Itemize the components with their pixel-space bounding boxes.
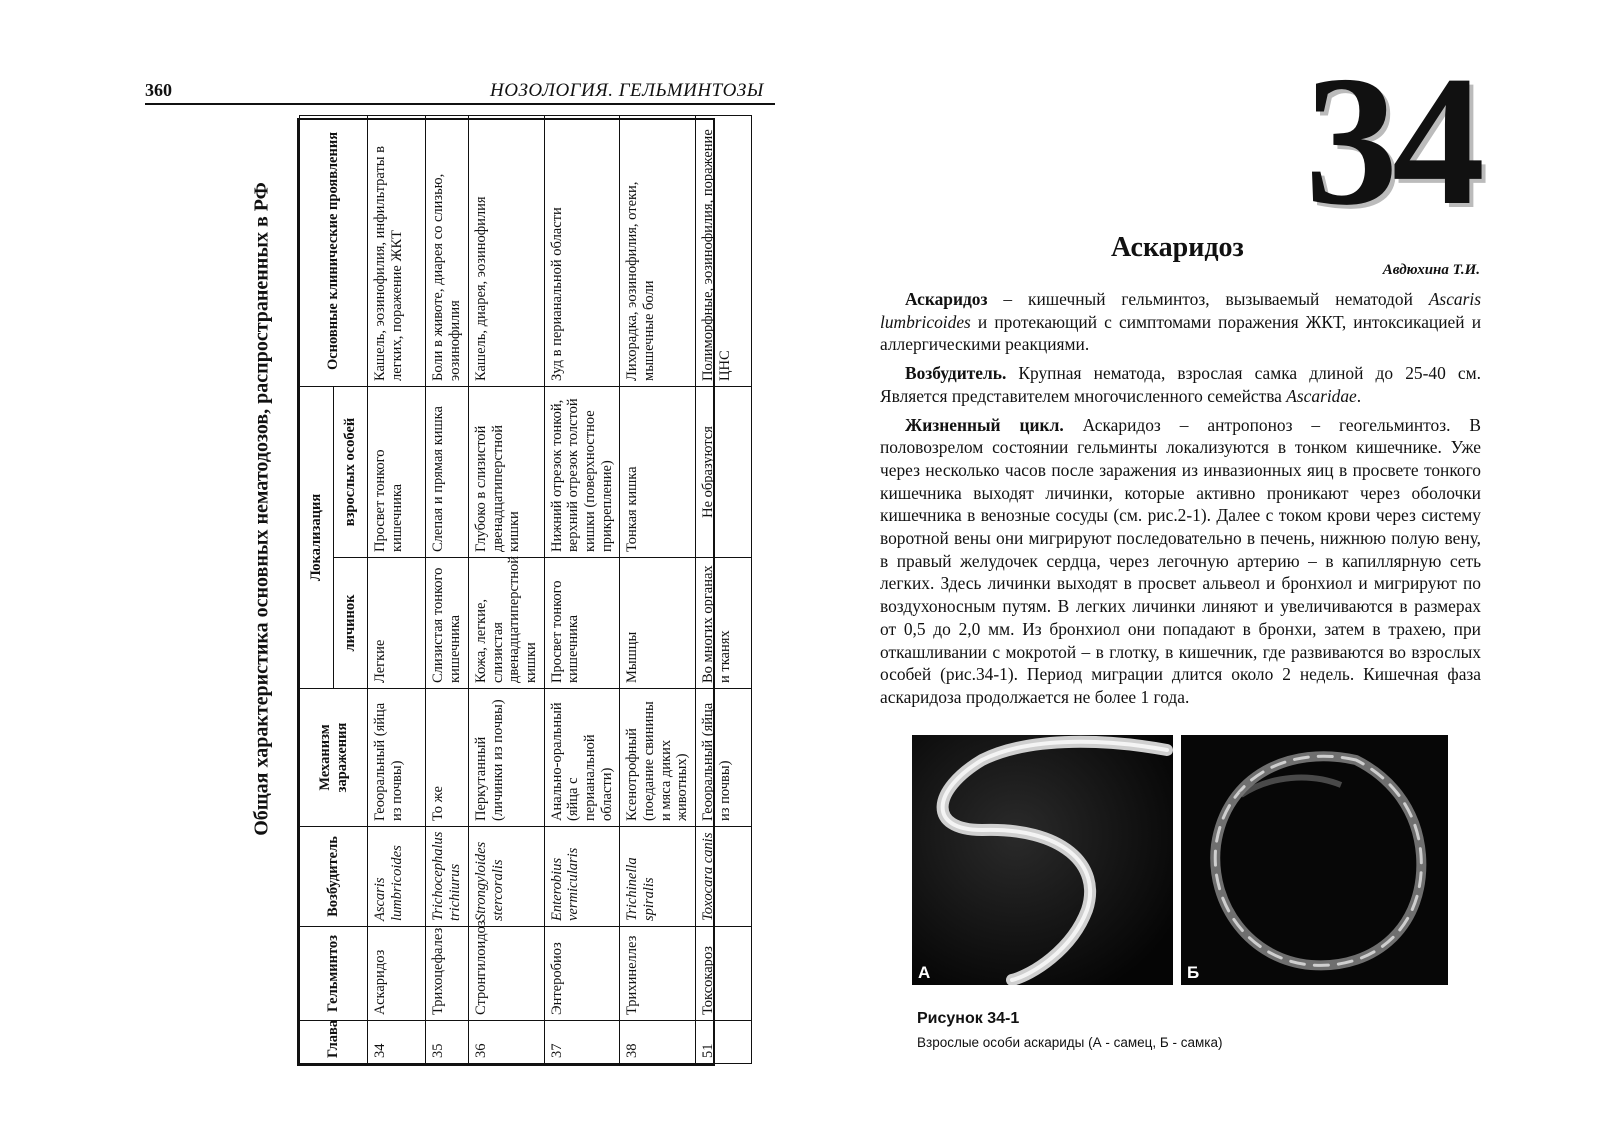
pathogen-text-end: . bbox=[1356, 385, 1362, 406]
table-row bbox=[469, 115, 545, 1063]
nematodes-table bbox=[297, 118, 733, 1066]
figure-caption: Взрослые особи аскариды (А - самец, Б - самка) bbox=[917, 1035, 1223, 1050]
cell-clinical: Лихорадка, эозинофилия, отеки, мышечные боли bbox=[620, 115, 696, 386]
table-row bbox=[368, 115, 426, 1063]
chapter-number: 34 bbox=[1305, 38, 1479, 244]
cell-larvae: Слизистая тонкого кишечника bbox=[426, 558, 469, 689]
cell-adults: Слепая и прямая кишка bbox=[426, 386, 469, 557]
cell-adults: Просвет тонкого кишечника bbox=[368, 386, 426, 557]
nematodes-table-wrapper bbox=[297, 118, 733, 1066]
pathogen-latin: Trichinella spiralis bbox=[624, 857, 658, 921]
cell-clinical: Зуд в перианальной области bbox=[544, 115, 620, 386]
header-chapter: Глава bbox=[300, 1021, 368, 1064]
cell-larvae: Легкие bbox=[368, 558, 426, 689]
figure-label-a: А bbox=[918, 963, 931, 982]
cell-larvae: Мышцы bbox=[620, 558, 696, 689]
table-row bbox=[426, 115, 469, 1063]
cell-pathogen bbox=[426, 827, 469, 927]
cell-helminthosis: Трихинеллез bbox=[620, 927, 696, 1021]
cell-clinical: Полиморфные, эозинофилия, поражение ЦНС bbox=[696, 115, 752, 386]
cell-clinical: Кашель, диарея, эозинофилия bbox=[469, 115, 545, 386]
cell-mechanism: Геооральный (яйца из почвы) bbox=[368, 689, 426, 827]
article-title: Аскаридоз bbox=[1111, 232, 1244, 263]
pathogen-latin-family: Ascaridae bbox=[1286, 385, 1357, 406]
cell-chapter: 38 bbox=[620, 1021, 696, 1064]
header-larvae: личинок bbox=[334, 558, 368, 689]
header-localization: Локализация bbox=[300, 386, 334, 688]
cell-helminthosis: Аскаридоз bbox=[368, 927, 426, 1021]
cell-clinical: Кашель, эозинофилия, инфильтраты в легких, поражение ЖКТ bbox=[368, 115, 426, 386]
header-mechanism: Механизм заражения bbox=[300, 689, 368, 827]
cell-larvae: Просвет тонкого кишечника bbox=[544, 558, 620, 689]
cell-helminthosis: Трихоцефалез bbox=[426, 927, 469, 1021]
cell-adults: Не образуются bbox=[696, 386, 752, 557]
author: Авдюхина Т.И. bbox=[1382, 262, 1480, 278]
intro-text: – кишечный гельминтоз, вызываемый нематодой bbox=[987, 289, 1429, 309]
cell-mechanism: Анально-оральный (яйца с перианальной области) bbox=[544, 689, 620, 827]
intro-term: Аскаридоз bbox=[905, 289, 988, 309]
cell-larvae: Кожа, легкие, слизистая двенадцатиперстной кишки bbox=[469, 558, 545, 689]
paragraph-intro bbox=[880, 288, 1481, 356]
cell-chapter: 51 bbox=[696, 1021, 752, 1064]
cell-helminthosis: Токсокароз bbox=[696, 927, 752, 1021]
cell-chapter: 37 bbox=[544, 1021, 620, 1064]
page-number: 360 bbox=[145, 80, 172, 100]
right-page bbox=[800, 0, 1600, 1136]
cell-helminthosis: Стронгилоидоз bbox=[469, 927, 545, 1021]
pathogen-latin: Toxocara canis bbox=[700, 832, 717, 921]
intro-latin: Ascaris lumbricoides bbox=[880, 289, 1481, 332]
cell-mechanism: То же bbox=[426, 689, 469, 827]
cell-adults: Глубоко в слизистой двенадцатиперстной кишки bbox=[469, 386, 545, 557]
cell-chapter: 36 bbox=[469, 1021, 545, 1064]
figure-photo-b bbox=[1181, 735, 1448, 985]
pathogen-latin: Strongyloides stercoralis bbox=[473, 841, 506, 921]
table-row bbox=[620, 115, 696, 1063]
table-title-box bbox=[230, 104, 294, 914]
table-row bbox=[696, 115, 752, 1063]
male-ascaris-image bbox=[912, 735, 1173, 985]
table-title: Общая характеристика основных нематодозов, распространенных в РФ bbox=[250, 182, 273, 836]
header-clinical: Основные клинические проявления bbox=[300, 115, 368, 386]
figure-label-b: Б bbox=[1187, 963, 1200, 982]
cell-larvae: Во многих органах и тканях bbox=[696, 558, 752, 689]
cell-adults: Нижний отрезок тонкой, верхний отрезок толстой кишки (поверхностное прикрепление) bbox=[544, 386, 620, 557]
cell-chapter: 34 bbox=[368, 1021, 426, 1064]
cell-pathogen bbox=[544, 827, 620, 927]
header-adults: взрослых особей bbox=[334, 386, 368, 557]
pathogen-latin: Trichocephalus trichiurus bbox=[430, 831, 463, 921]
cell-pathogen bbox=[469, 827, 545, 927]
pathogen-latin: Ascaris lumbricoides bbox=[372, 845, 405, 921]
header-pathogen: Возбудитель bbox=[300, 827, 368, 927]
cell-clinical: Боли в животе, диарея со слизью, эозинофилия bbox=[426, 115, 469, 386]
cell-mechanism: Ксенотрофный (поедание свинины и мяса диких животных) bbox=[620, 689, 696, 827]
cell-adults: Тонкая кишка bbox=[620, 386, 696, 557]
figure-photo-a bbox=[912, 735, 1173, 985]
pathogen-term: Возбудитель. bbox=[905, 363, 1007, 384]
cycle-text: Аскаридоз – антропоноз – геогельминтоз. В половозрелом состоянии гельминты локализуются в тонком кишечнике. Уже через несколько часов после заражения из инвазионных яиц в просвете тонкого кишечника выходят личинки, которые активно проникают через оболочки кишечника в венозные сосуды (см. рис.2-1). Далее с током крови через систему воротной вены они мигрируют последовательно в печень, нижнюю полую вену, в правый желудочек сердца, через легочную артерию – в капиллярную сеть легких. Здесь личинки выходят в просвет альвеол и бронхиол и мигрируют по воздухоносным путям. В легких личинки линяют и увеличиваются в размерах от 0,5 до 2,0 мм. Из бронхиол они попадают в бронхи, затем в трахею, при откашливании с мокротой – в глотку, в кишечник, где развиваются во взрослых особей (рис.34-1). Период миграции длится около 2 недель. Кишечная фаза аскаридоза продолжается не более 1 года. bbox=[880, 414, 1482, 707]
cell-chapter: 35 bbox=[426, 1021, 469, 1064]
running-head: НОЗОЛОГИЯ. ГЕЛЬМИНТОЗЫ bbox=[490, 80, 764, 101]
cell-helminthosis: Энтеробиоз bbox=[544, 927, 620, 1021]
table-row bbox=[544, 115, 620, 1063]
figure-title: Рисунок 34-1 bbox=[917, 1010, 1020, 1027]
cell-pathogen bbox=[368, 827, 426, 927]
pathogen-latin: Enterobius vermicularis bbox=[548, 847, 582, 921]
article-body bbox=[880, 288, 1481, 715]
paragraph-life-cycle bbox=[880, 414, 1481, 709]
cell-mechanism: Геооральный (яйца из почвы) bbox=[696, 689, 752, 827]
header-helminthosis: Гельминтоз bbox=[300, 927, 368, 1021]
paragraph-pathogen bbox=[880, 362, 1481, 407]
cell-mechanism: Перкутанный (личинки из почвы) bbox=[469, 689, 545, 827]
intro-text-end: и протекающий с симптомами поражения ЖКТ, интоксикацией и аллергическими реакциями. bbox=[880, 311, 1481, 355]
cycle-term: Жизненный цикл. bbox=[905, 414, 1064, 435]
pathogen-text: Крупная нематода, взрослая самка длиной до 25-40 см. Является представителем многочисленного семейства bbox=[880, 363, 1481, 406]
cell-pathogen bbox=[696, 827, 752, 927]
female-ascaris-image bbox=[1181, 735, 1448, 985]
cell-pathogen bbox=[620, 827, 696, 927]
